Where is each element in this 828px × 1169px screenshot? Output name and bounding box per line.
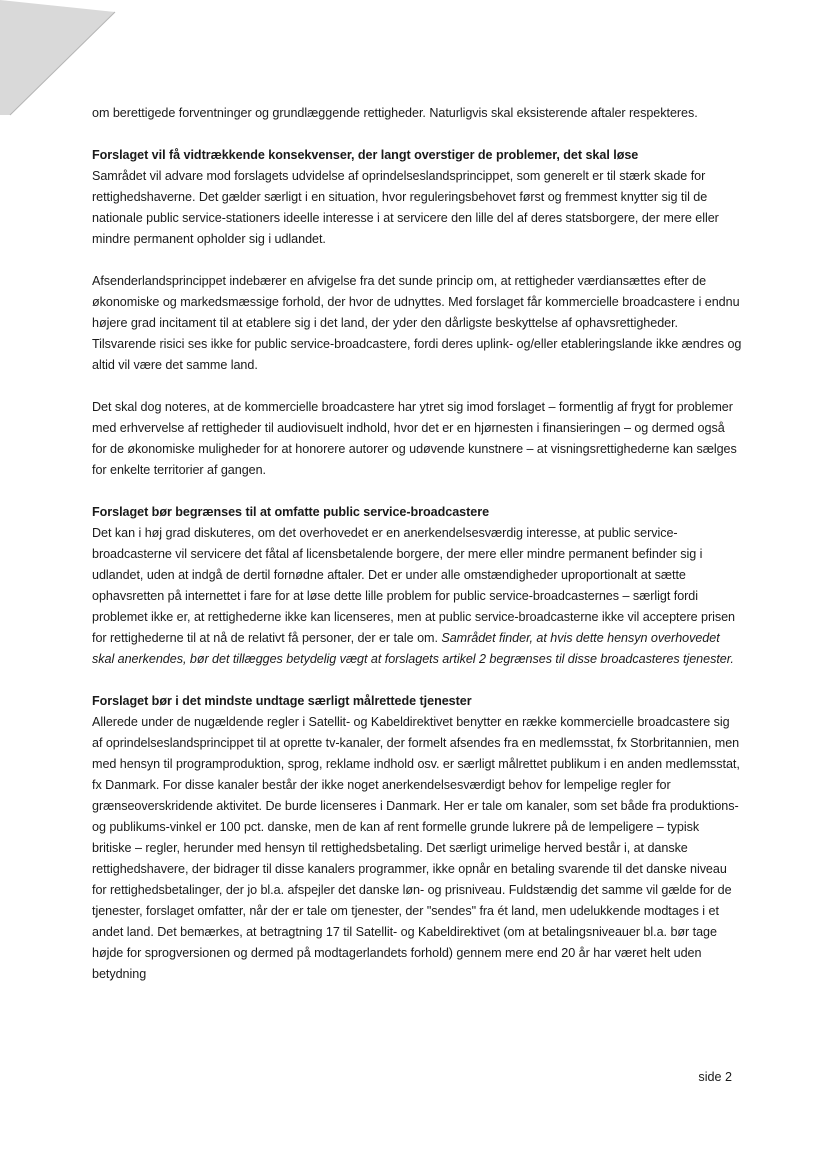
section-1-heading: Forslaget vil få vidtrækkende konsekvenser, der langt overstiger de problemer, det skal løse (92, 148, 639, 162)
section-3-heading: Forslaget bør i det mindste undtage særligt målrettede tjenester (92, 694, 472, 708)
section-2-text-italic: Samrådet finder, at hvis dette hensyn overhovedet skal anerkendes, bør det tillægges betydelig vægt at forslagets artikel 2 begrænses til disse broadcasteres tjenester. (92, 631, 734, 666)
page-corner-fold (0, 0, 120, 120)
page-number: side 2 (698, 1070, 732, 1084)
section-2-text-regular: Det kan i høj grad diskuteres, om det overhovedet er en anerkendelsesværdig interesse, at public service-broadcasterne vil servicere det fåtal af licensbetalende borgere, der mere eller mindre permanent befinder sig i udlandet, uden at indgå de dertil fornødne aftaler. Det er under alle omstændigheder uproportionalt at sætte ophavsretten på internettet i fare for at løse dette lille problem for public service-broadcasternes – særligt fordi problemet ikke er, at rettighederne ikke kan licenseres, men at public service-broadcasterne ikke vil acceptere prisen for rettighederne til at nå de relativt få personer, der er tale om. (92, 526, 735, 645)
section-1-paragraph-3: Det skal dog noteres, at de kommercielle broadcastere har ytret sig imod forslaget – formentlig af frygt for problemer med erhvervelse af rettigheder til audiovisuelt indhold, hvor det er en hjørnesten i finansieringen – og dermed også for de økonomiske muligheder for at honorere autorer og udøvende kunstnere – at visningsrettighederne kan sælges for enkelte territorier af gangen. (92, 400, 737, 477)
section-1-paragraph-1: Samrådet vil advare mod forslagets udvidelse af oprindelseslandsprincippet, som generelt er til stærk skade for rettighedshaverne. Det gælder særligt i en situation, hvor reguleringsbehovet først og fremmest knytter sig til de nationale public service-stationers ideelle interesse i at servicere den lille del af deres statsborgere, der mere eller mindre permanent opholder sig i udlandet. (92, 169, 719, 246)
section-2-paragraph (92, 523, 742, 670)
document-body (92, 103, 742, 985)
intro-paragraph: om berettigede forventninger og grundlæggende rettigheder. Naturligvis skal eksisterende aftaler respekteres. (92, 106, 698, 120)
section-2-heading: Forslaget bør begrænses til at omfatte public service-broadcastere (92, 505, 490, 519)
section-1-paragraph-2: Afsenderlandsprincippet indebærer en afvigelse fra det sunde princip om, at rettigheder værdiansættes efter de økonomiske og markedsmæssige forhold, der hvor de udnyttes. Med forslaget får kommercielle broadcastere i endnu højere grad incitament til at etablere sig i det land, der yder den dårligste beskyttelse af ophavsrettigheder. Tilsvarende risici ses ikke for public service-broadcastere, fordi deres uplink- og/eller etableringslande ikke ændres og altid vil være det samme land. (92, 274, 742, 372)
section-3-paragraph-1: Allerede under de nugældende regler i Satellit- og Kabeldirektivet benytter en række kommercielle broadcastere sig af oprindelseslandsprincippet til at oprette tv-kanaler, der formelt afsendes fra en medlemsstat, fx Storbritannien, men med hensyn til programproduktion, sprog, reklame indhold osv. er særligt målrettet publikum i en anden medlemsstat, fx Danmark. For disse kanaler består der ikke noget anerkendelsesværdigt behov for lempelige regler for grænseoverskridende aktivitet. De burde licenseres i Danmark. Her er tale om kanaler, som set både fra produktions- og publikums-vinkel er 100 pct. danske, men de kan af rent formelle grunde lukrere på de lempeligere – typisk britiske – regler, herunder med hensyn til rettighedsbetaling. Det særligt urimelige herved består i, at danske rettighedshavere, der bidrager til disse kanalers programmer, ikke opnår en betaling svarende til det danske niveau for rettighedsbetalinger, der jo bl.a. afspejler det danske løn- og prisniveau. Fuldstændig det samme vil gælde for de tjenester, forslaget omfatter, når der er tale om tjenester, der "sendes" fra ét land, men udelukkende modtages i et andet land. Det bemærkes, at betragtning 17 til Satellit- og Kabeldirektivet (om at betalingsniveauer bl.a. bør tage højde for sprogversionen og dermed på modtagerlandets forhold) gennem mere end 20 år har været helt uden betydning (92, 715, 740, 981)
